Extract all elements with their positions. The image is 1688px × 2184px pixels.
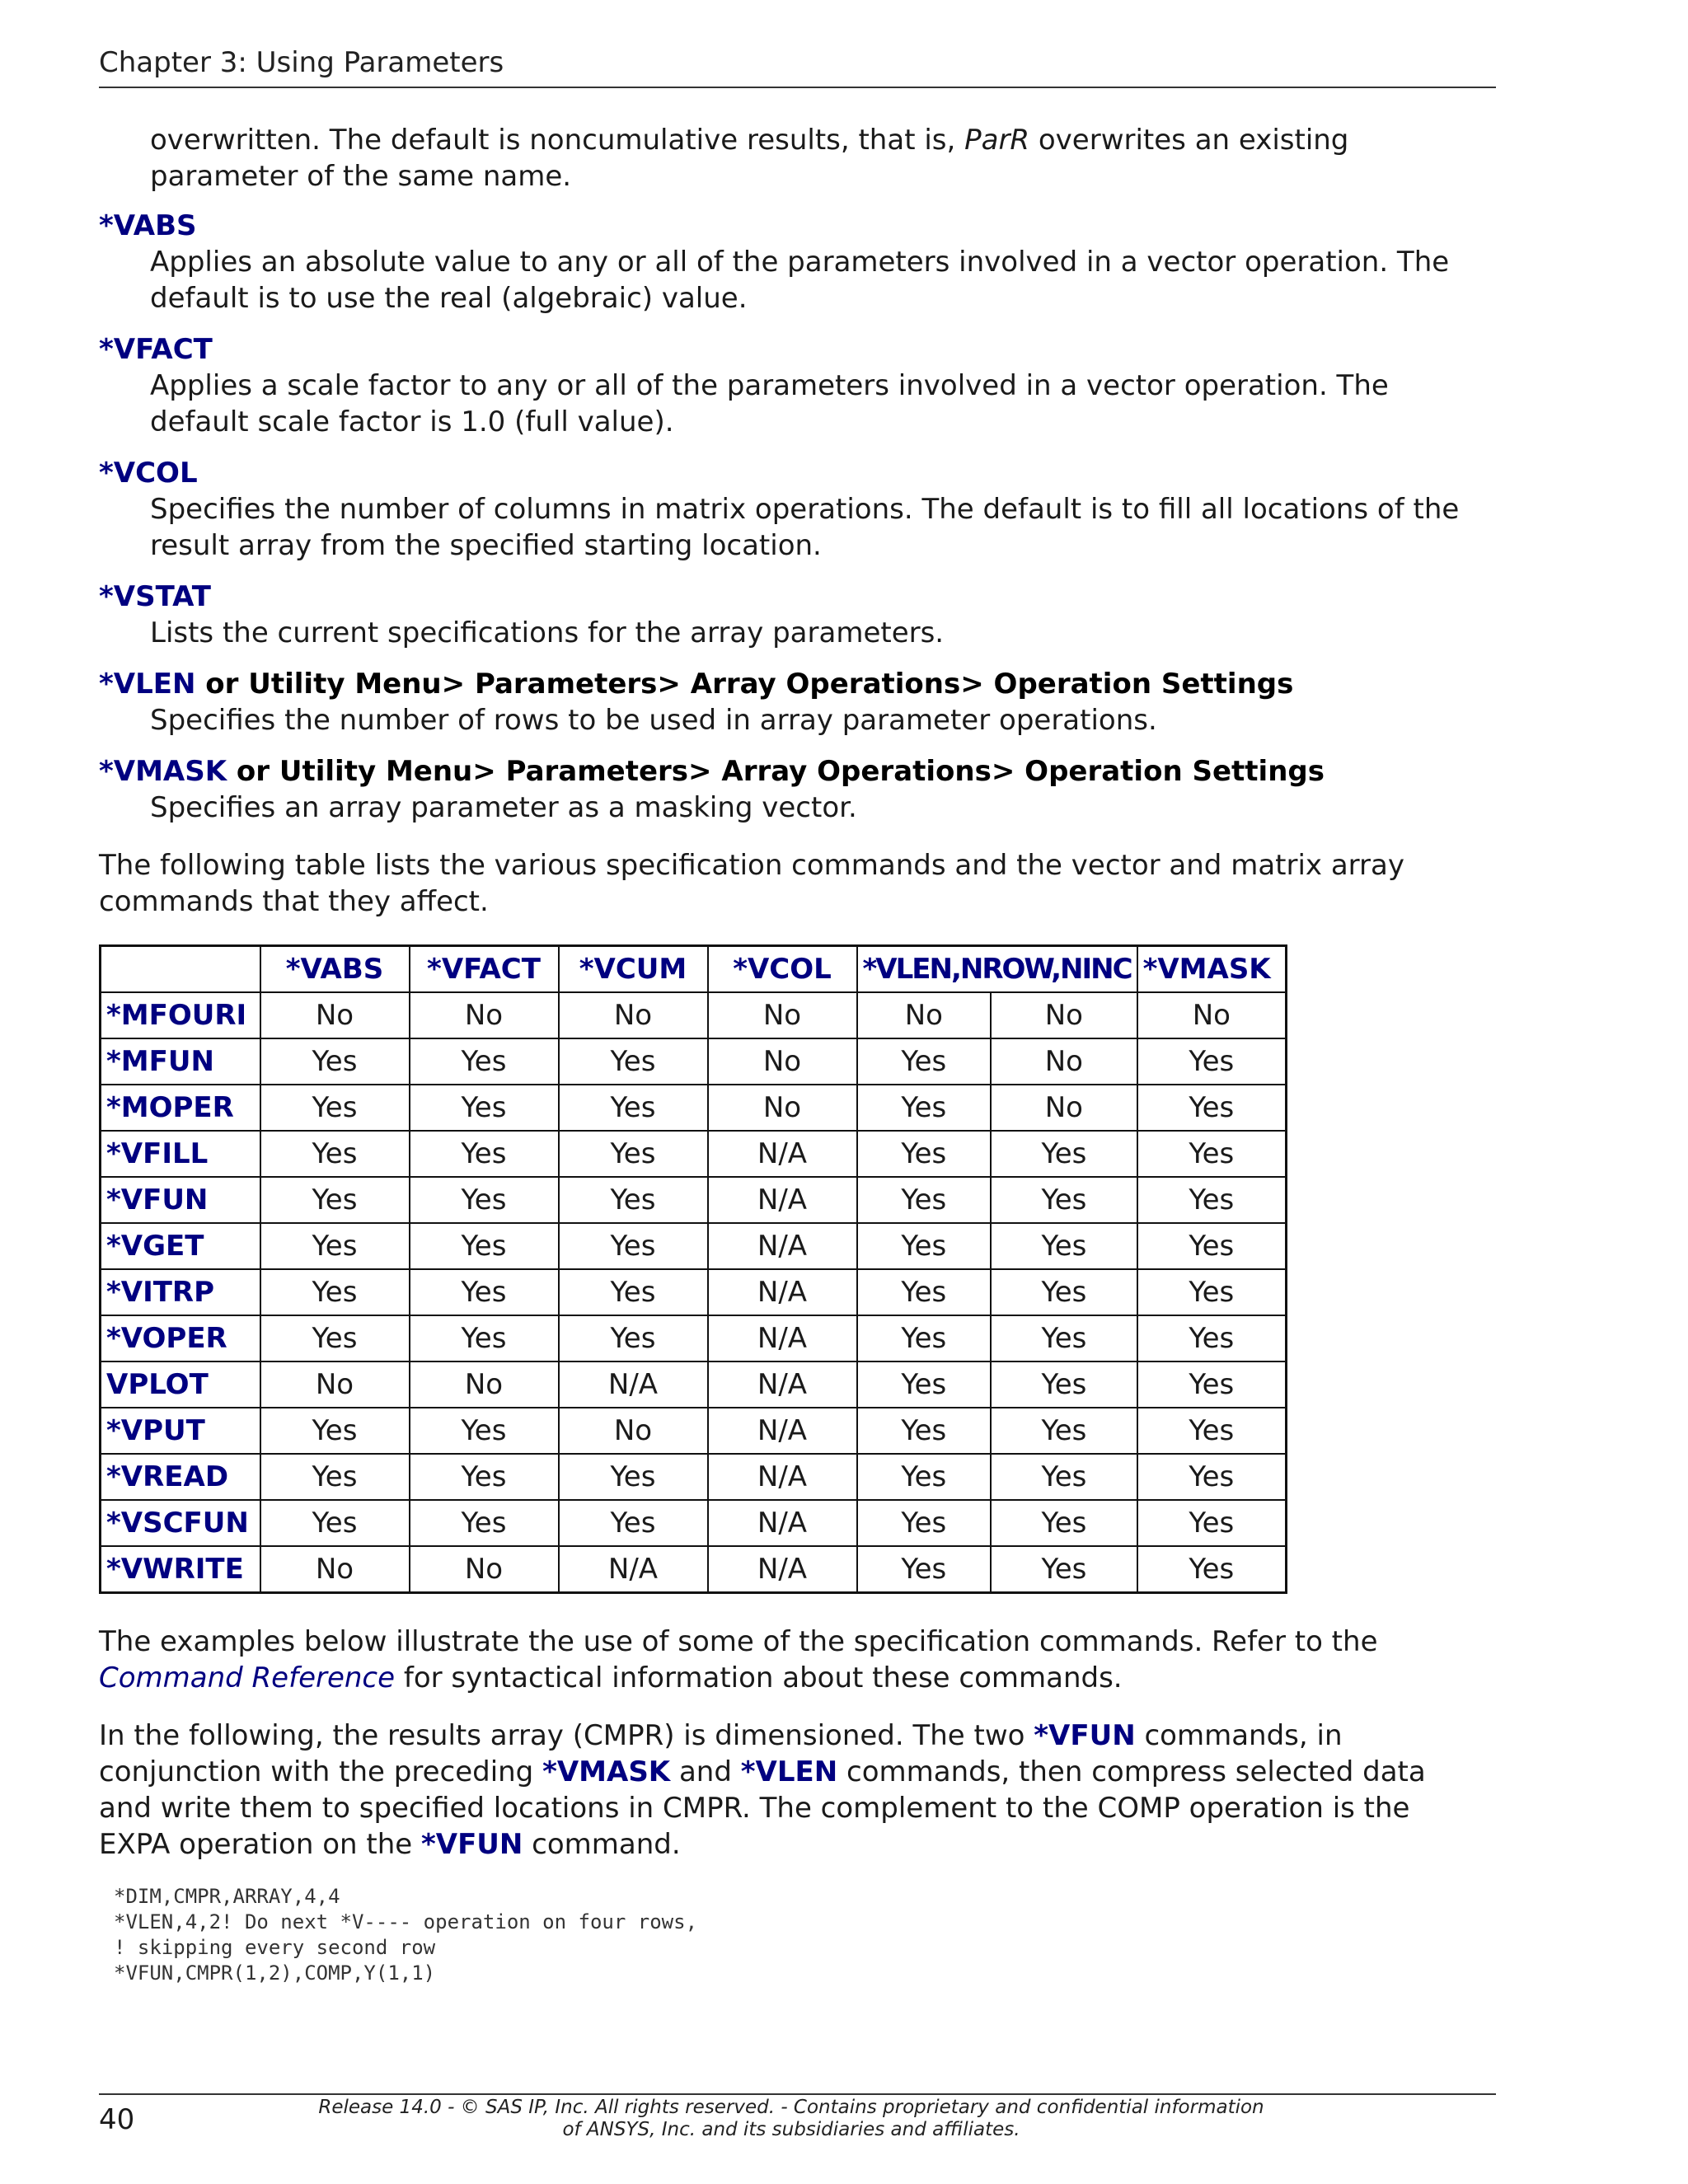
table-cell: Yes	[410, 1038, 559, 1085]
table-cell: Yes	[260, 1177, 410, 1223]
definition-vfact	[99, 331, 1484, 440]
vlen-link[interactable]: *VLEN	[740, 1755, 838, 1788]
row-command[interactable]: *VOPER	[101, 1315, 260, 1361]
code-line: ! skipping every second row	[114, 1936, 436, 1959]
table-cell: Yes	[857, 1361, 992, 1408]
table-row	[101, 1038, 1287, 1085]
table-cell: Yes	[1137, 1085, 1287, 1131]
table-cell: Yes	[1137, 1361, 1287, 1408]
footer-line: Release 14.0 - © SAS IP, Inc. All rights reserved. - Contains proprietary and confidential information	[318, 2097, 1264, 2118]
vfun-link[interactable]: *VFUN	[1034, 1719, 1136, 1752]
table-cell: Yes	[857, 1408, 992, 1454]
intro-italic: ParR	[964, 124, 1030, 157]
examples-text: The examples below illustrate the use of some of the specification commands. Refer to the	[99, 1625, 1378, 1658]
table-cell: Yes	[857, 1038, 992, 1085]
table-cell: Yes	[991, 1500, 1137, 1546]
table-cell: Yes	[991, 1177, 1137, 1223]
header-cell[interactable]: *VABS	[260, 946, 410, 993]
term-link[interactable]: *VLEN	[99, 668, 196, 701]
term-link[interactable]: *VCOL	[99, 457, 198, 490]
table-row	[101, 1361, 1287, 1408]
intro-paragraph	[99, 122, 1484, 194]
table-header-row	[101, 946, 1287, 993]
table-cell: No	[559, 992, 708, 1038]
row-command[interactable]: *VITRP	[101, 1269, 260, 1315]
table-intro: The following table lists the various specification commands and the vector and matrix array commands that they affect.	[99, 849, 1404, 918]
table-cell: No	[410, 992, 559, 1038]
table-cell: Yes	[857, 1223, 992, 1269]
table-cell: Yes	[857, 1269, 992, 1315]
table-cell: Yes	[260, 1454, 410, 1500]
table-body	[101, 992, 1287, 1593]
table-cell: Yes	[991, 1315, 1137, 1361]
header-cell[interactable]: *VFACT	[410, 946, 559, 993]
row-command[interactable]: *VWRITE	[101, 1546, 260, 1593]
definition-text: Applies a scale factor to any or all of the parameters involved in a vector operation. The default scale factor is 1.0 (full value).	[150, 369, 1389, 438]
definition-vabs	[99, 208, 1484, 316]
examples-text: commands, in conjunction with the preceding	[99, 1719, 1343, 1788]
table-cell: Yes	[260, 1269, 410, 1315]
table-cell: Yes	[559, 1269, 708, 1315]
row-command[interactable]: *MOPER	[101, 1085, 260, 1131]
table-cell: Yes	[410, 1177, 559, 1223]
table-cell: Yes	[260, 1223, 410, 1269]
table-cell: No	[991, 1085, 1137, 1131]
table-row	[101, 1546, 1287, 1593]
table-cell: No	[260, 1546, 410, 1593]
row-command[interactable]: *MFUN	[101, 1038, 260, 1085]
table-row	[101, 1269, 1287, 1315]
table-row	[101, 1131, 1287, 1177]
table-cell: Yes	[991, 1361, 1137, 1408]
code-line: *VLEN,4,2! Do next *V---- operation on four rows,	[114, 1910, 698, 1933]
table-cell: N/A	[708, 1223, 857, 1269]
definition-vstat	[99, 579, 1484, 651]
term-link[interactable]: *VMASK	[99, 755, 227, 788]
table-cell: Yes	[559, 1085, 708, 1131]
row-command[interactable]: *VSCFUN	[101, 1500, 260, 1546]
table-cell: Yes	[857, 1500, 992, 1546]
table-cell: Yes	[1137, 1038, 1287, 1085]
table-row	[101, 1315, 1287, 1361]
table-cell: No	[410, 1361, 559, 1408]
term-link[interactable]: *VSTAT	[99, 580, 211, 613]
row-command[interactable]: *VGET	[101, 1223, 260, 1269]
table-cell: Yes	[1137, 1131, 1287, 1177]
table-cell: Yes	[857, 1085, 992, 1131]
chapter-title: Chapter 3: Using Parameters	[99, 46, 504, 79]
menu-path: or Utility Menu> Parameters> Array Operations> Operation Settings	[195, 668, 1294, 701]
table-cell: Yes	[1137, 1177, 1287, 1223]
table-cell: Yes	[410, 1408, 559, 1454]
header-vlen[interactable]	[857, 946, 1137, 993]
footer-copyright	[297, 2097, 1286, 2141]
table-cell: Yes	[991, 1131, 1137, 1177]
header-rule	[99, 87, 1496, 88]
table-cell: Yes	[410, 1454, 559, 1500]
table-row	[101, 1408, 1287, 1454]
table-cell: No	[1137, 992, 1287, 1038]
table-cell: N/A	[708, 1315, 857, 1361]
table-cell: No	[410, 1546, 559, 1593]
table-cell: Yes	[1137, 1500, 1287, 1546]
table-cell: Yes	[410, 1085, 559, 1131]
code-block	[99, 1884, 1484, 1986]
table-cell: N/A	[708, 1177, 857, 1223]
table-cell: Yes	[410, 1223, 559, 1269]
table-cell: Yes	[410, 1131, 559, 1177]
table-cell: Yes	[1137, 1223, 1287, 1269]
examples-intro	[99, 1624, 1484, 1696]
table-cell: Yes	[260, 1038, 410, 1085]
table-cell: Yes	[260, 1131, 410, 1177]
command-reference-link[interactable]: Command Reference	[99, 1661, 396, 1694]
table-cell: N/A	[708, 1454, 857, 1500]
examples-text: command.	[523, 1828, 681, 1861]
page-content	[99, 122, 1484, 1986]
term-link[interactable]: *VABS	[99, 209, 197, 242]
table-cell: No	[708, 1085, 857, 1131]
definition-vcol	[99, 455, 1484, 564]
row-command[interactable]: VPLOT	[101, 1361, 260, 1408]
table-cell: Yes	[1137, 1315, 1287, 1361]
table-cell: No	[260, 992, 410, 1038]
term-link[interactable]: *VFACT	[99, 333, 213, 366]
table-cell: Yes	[991, 1269, 1137, 1315]
table-cell: No	[991, 1038, 1137, 1085]
row-command[interactable]: *VFUN	[101, 1177, 260, 1223]
table-cell: N/A	[708, 1408, 857, 1454]
table-cell: Yes	[857, 1454, 992, 1500]
table-cell: No	[991, 992, 1137, 1038]
table-cell: Yes	[857, 1177, 992, 1223]
row-command[interactable]: *VFILL	[101, 1131, 260, 1177]
table-cell: N/A	[708, 1269, 857, 1315]
table-cell: Yes	[559, 1223, 708, 1269]
table-cell: N/A	[559, 1361, 708, 1408]
examples-text: and	[670, 1755, 741, 1788]
table-cell: No	[559, 1408, 708, 1454]
definition-text: Specifies the number of rows to be used in array parameter operations.	[150, 704, 1157, 737]
table-cell: Yes	[559, 1177, 708, 1223]
table-cell: Yes	[559, 1131, 708, 1177]
table-cell: Yes	[1137, 1408, 1287, 1454]
row-command[interactable]: *VPUT	[101, 1408, 260, 1454]
definition-vlen	[99, 666, 1484, 738]
row-command[interactable]: *VREAD	[101, 1454, 260, 1500]
table-cell: No	[708, 1038, 857, 1085]
table-cell: Yes	[260, 1408, 410, 1454]
table-cell: Yes	[991, 1454, 1137, 1500]
code-line: *VFUN,CMPR(1,2),COMP,Y(1,1)	[114, 1961, 436, 1985]
header-cell[interactable]: *VCUM	[559, 946, 708, 993]
table-cell: Yes	[857, 1315, 992, 1361]
table-row	[101, 1177, 1287, 1223]
intro-text-after: overwrites an existing parameter of the same name.	[150, 124, 1349, 193]
table-cell: N/A	[708, 1131, 857, 1177]
table-cell: N/A	[559, 1546, 708, 1593]
header-empty	[101, 946, 260, 993]
examples-text: commands, then compress selected data and write them to specified locations in CMPR. The complement to the COMP operation is the EXPA operation on the	[99, 1755, 1426, 1861]
table-cell: Yes	[991, 1546, 1137, 1593]
code-line: *DIM,CMPR,ARRAY,4,4	[114, 1885, 340, 1908]
table-cell: N/A	[708, 1546, 857, 1593]
spec-command-table	[99, 944, 1287, 1594]
header-vlen-link[interactable]: *VLEN	[862, 953, 951, 986]
table-row	[101, 1223, 1287, 1269]
table-cell: Yes	[410, 1315, 559, 1361]
table-cell: No	[260, 1361, 410, 1408]
table-cell: Yes	[991, 1408, 1137, 1454]
table-cell: N/A	[708, 1500, 857, 1546]
table-cell: Yes	[260, 1500, 410, 1546]
definition-text: Lists the current specifications for the array parameters.	[150, 616, 945, 649]
table-cell: Yes	[1137, 1454, 1287, 1500]
definition-vmask	[99, 753, 1484, 826]
row-command[interactable]: *MFOURI	[101, 992, 260, 1038]
table-cell: Yes	[260, 1085, 410, 1131]
table-cell: Yes	[559, 1038, 708, 1085]
table-cell: Yes	[410, 1269, 559, 1315]
table-cell: Yes	[559, 1315, 708, 1361]
table-cell: Yes	[1137, 1269, 1287, 1315]
menu-path: or Utility Menu> Parameters> Array Operations> Operation Settings	[227, 755, 1325, 788]
footer-line: of ANSYS, Inc. and its subsidiaries and affiliates.	[562, 2119, 1020, 2140]
definition-text: Specifies an array parameter as a masking vector.	[150, 791, 857, 824]
table-cell: No	[708, 992, 857, 1038]
definition-text: Specifies the number of columns in matrix operations. The default is to fill all locations of the result array from the specified starting location.	[150, 493, 1460, 562]
header-cell[interactable]: *VCOL	[708, 946, 857, 993]
examples-text: for syntactical information about these commands.	[395, 1661, 1123, 1694]
table-row	[101, 1500, 1287, 1546]
definition-text: Applies an absolute value to any or all of the parameters involved in a vector operation. The default is to use the real (algebraic) value.	[150, 246, 1450, 315]
table-cell: Yes	[1137, 1546, 1287, 1593]
table-cell: Yes	[260, 1315, 410, 1361]
footer-rule	[99, 2093, 1496, 2095]
table-cell: Yes	[410, 1500, 559, 1546]
table-cell: N/A	[708, 1361, 857, 1408]
examples-description	[99, 1718, 1484, 1863]
table-cell: Yes	[559, 1500, 708, 1546]
table-cell: Yes	[857, 1131, 992, 1177]
table-cell: Yes	[559, 1454, 708, 1500]
table-row	[101, 1454, 1287, 1500]
vmask-link[interactable]: *VMASK	[542, 1755, 671, 1788]
header-cell[interactable]: *VMASK	[1137, 946, 1287, 993]
examples-text: In the following, the results array (CMPR) is dimensioned. The two	[99, 1719, 1034, 1752]
table-cell: No	[857, 992, 992, 1038]
table-row	[101, 992, 1287, 1038]
vfun-link[interactable]: *VFUN	[420, 1828, 523, 1861]
header-vlen-args: ,NROW,NINC	[950, 953, 1132, 986]
table-cell: Yes	[857, 1546, 992, 1593]
intro-text-before: overwritten. The default is noncumulative results, that is,	[150, 124, 965, 157]
page-number: 40	[99, 2103, 135, 2136]
table-cell: Yes	[991, 1223, 1137, 1269]
table-row	[101, 1085, 1287, 1131]
